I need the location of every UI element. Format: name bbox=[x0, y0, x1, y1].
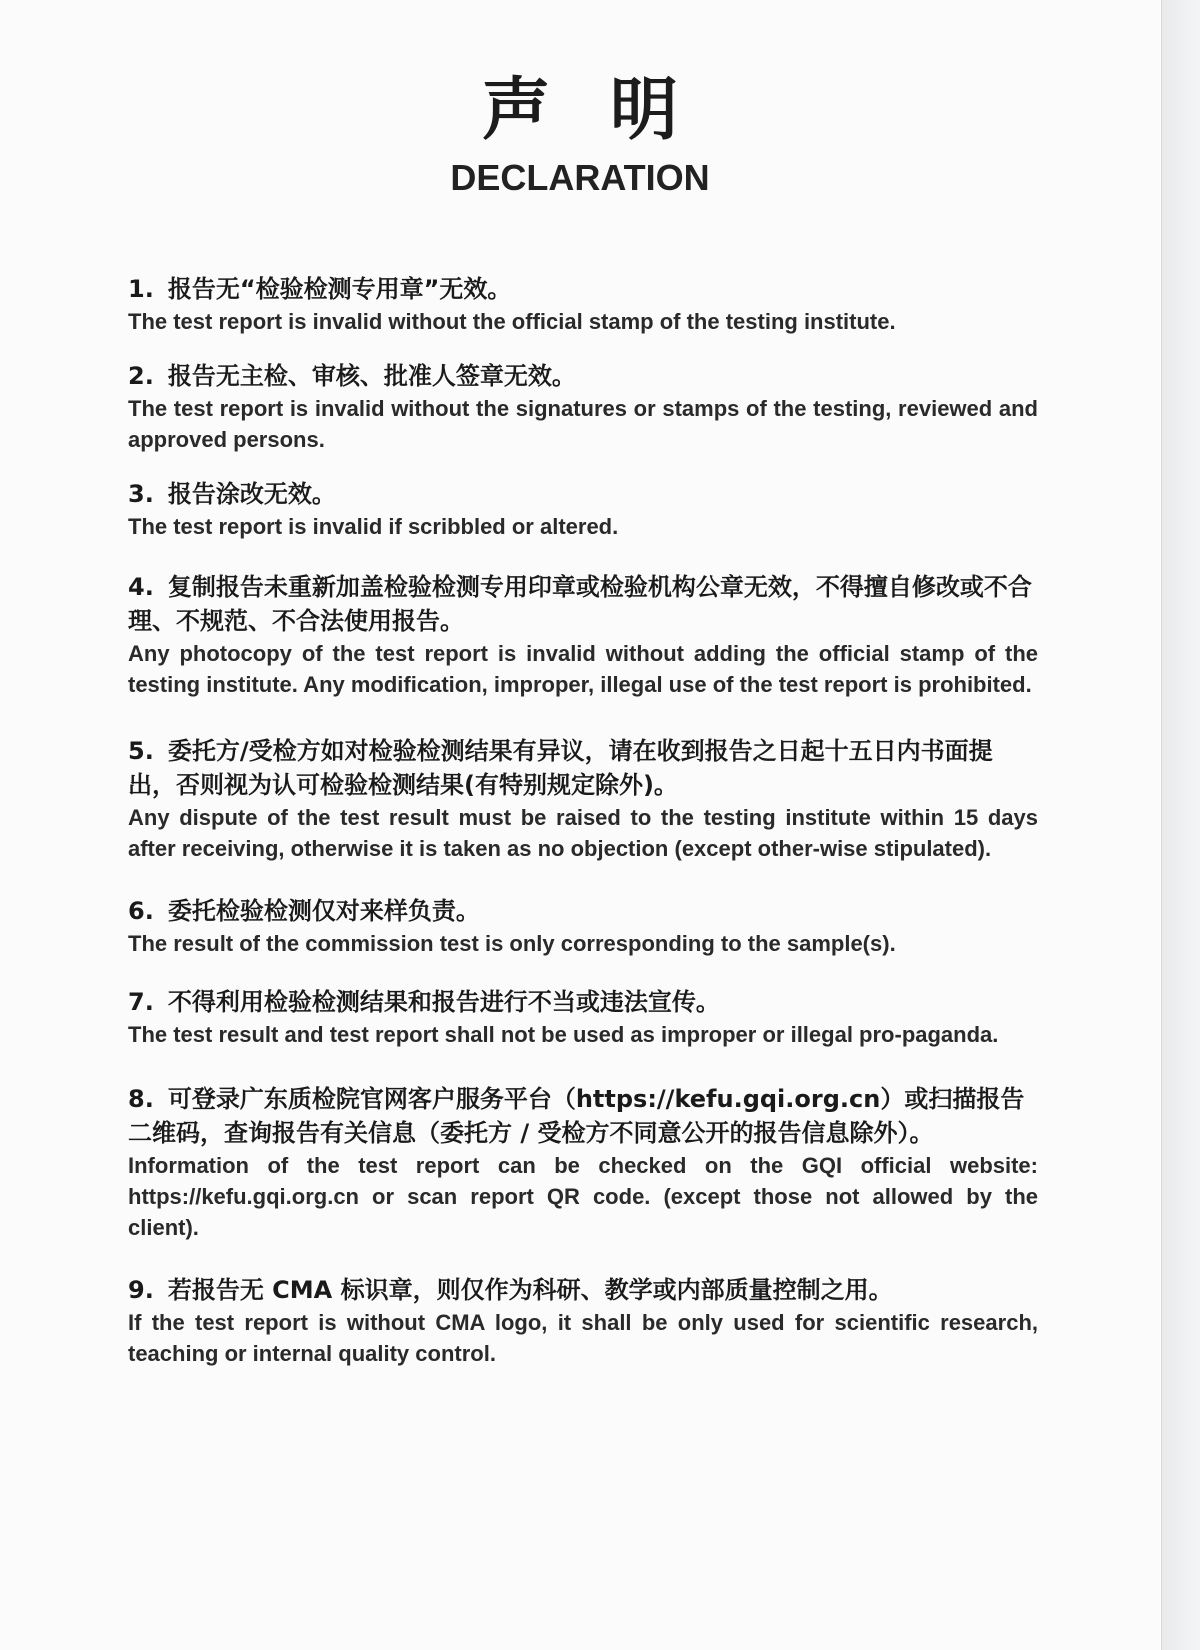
item-zh-text: 委托检验检测仅对来样负责。 bbox=[167, 897, 480, 925]
title-en: DECLARATION bbox=[450, 157, 710, 198]
item-zh-text: 复制报告未重新加盖检验检测专用印章或检验机构公章无效，不得擅自修改或不合理、不规范、不合法使用报告。 bbox=[128, 573, 1032, 635]
declaration-item-6 bbox=[128, 894, 1038, 959]
item-en-text: The test report is invalid without the official stamp of the testing institute. bbox=[128, 309, 896, 334]
item-en-text: Information of the test report can be checked on the GQI official website: https://kefu.gqi.org.cn or scan report QR code. (except those not allowed by the client). bbox=[128, 1153, 1038, 1240]
item-number: 9. bbox=[128, 1276, 154, 1304]
item-zh-text: 报告无主检、审核、批准人签章无效。 bbox=[167, 362, 576, 390]
declaration-item-1 bbox=[128, 272, 1038, 337]
declaration-item-4 bbox=[128, 570, 1038, 700]
item-en-text: Any dispute of the test result must be raised to the testing institute within 15 days after receiving, otherwise it is taken as no objection (except other-wise stipulated). bbox=[128, 805, 1038, 861]
item-zh-text: 不得利用检验检测结果和报告进行不当或违法宣传。 bbox=[167, 988, 720, 1016]
declaration-item-9 bbox=[128, 1273, 1038, 1369]
item-en-text: If the test report is without CMA logo, it shall be only used for scientific research, teaching or internal quality control. bbox=[128, 1310, 1038, 1366]
item-en-text: The result of the commission test is only corresponding to the sample(s). bbox=[128, 931, 896, 956]
item-en-text: The test report is invalid if scribbled or altered. bbox=[128, 514, 619, 539]
declaration-list bbox=[128, 272, 1038, 1369]
declaration-item-7 bbox=[128, 985, 1038, 1050]
title-zh: 声明 bbox=[481, 71, 738, 150]
item-number: 2. bbox=[128, 362, 154, 390]
item-number: 1. bbox=[128, 275, 154, 303]
declaration-item-5 bbox=[128, 734, 1038, 864]
item-number: 5. bbox=[128, 737, 154, 765]
item-number: 4. bbox=[128, 573, 154, 601]
item-number: 3. bbox=[128, 480, 154, 508]
declaration-item-2 bbox=[128, 359, 1038, 455]
item-zh-text: 若报告无 CMA 标识章，则仅作为科研、教学或内部质量控制之用。 bbox=[167, 1276, 893, 1304]
page-edge bbox=[1161, 0, 1200, 1650]
item-number: 7. bbox=[128, 988, 154, 1016]
item-number: 6. bbox=[128, 897, 154, 925]
declaration-item-3 bbox=[128, 477, 1038, 542]
item-en-text: The test report is invalid without the signatures or stamps of the testing, reviewed and approved persons. bbox=[128, 396, 1038, 452]
header bbox=[0, 70, 1160, 200]
item-zh-text: 可登录广东质检院官网客户服务平台（https://kefu.gqi.org.cn）或扫描报告二维码，查询报告有关信息（委托方 / 受检方不同意公开的报告信息除外）。 bbox=[128, 1085, 1025, 1147]
item-en-text: The test result and test report shall not be used as improper or illegal pro-paganda. bbox=[128, 1022, 999, 1047]
item-zh-text: 报告涂改无效。 bbox=[167, 480, 336, 508]
item-zh-text: 报告无“检验检测专用章”无效。 bbox=[167, 275, 512, 303]
item-number: 8. bbox=[128, 1085, 154, 1113]
item-en-text: Any photocopy of the test report is invalid without adding the official stamp of the testing institute. Any modification, improper, illegal use of the test report is prohibited. bbox=[128, 641, 1038, 697]
declaration-item-8 bbox=[128, 1082, 1038, 1243]
item-zh-text: 委托方/受检方如对检验检测结果有异议，请在收到报告之日起十五日内书面提出，否则视为认可检验检测结果(有特别规定除外)。 bbox=[128, 737, 993, 799]
